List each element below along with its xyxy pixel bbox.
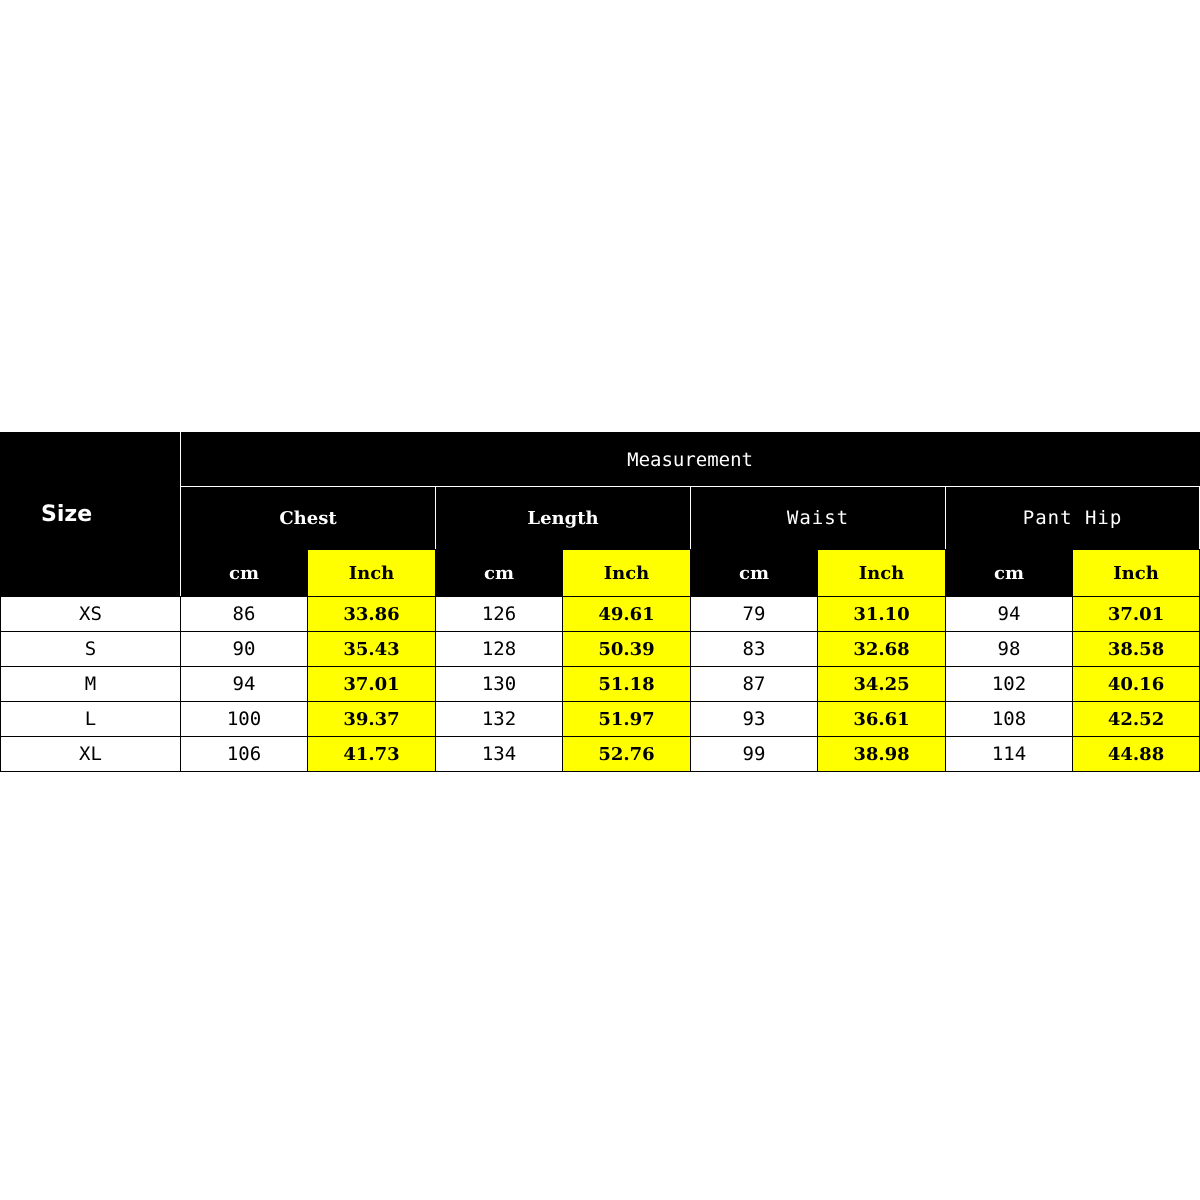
chest-cm-cell: 86 [181,597,308,632]
chest-cm-cell: 106 [181,737,308,772]
header-row-units [1,550,1200,597]
waist-cm-cell: 87 [691,667,818,702]
length-header: Length [436,487,691,550]
hip-cm-header: cm [946,550,1073,597]
size-header: Size [1,433,181,597]
size-cell: S [1,632,181,667]
measurement-header: Measurement [181,433,1200,487]
table-row [1,702,1200,737]
size-cell: L [1,702,181,737]
length-cm-cell: 132 [436,702,563,737]
waist-inch-cell: 34.25 [818,667,946,702]
chest-inch-cell: 35.43 [308,632,436,667]
chest-inch-cell: 33.86 [308,597,436,632]
length-inch-cell: 52.76 [563,737,691,772]
hip-cm-cell: 114 [946,737,1073,772]
chest-cm-cell: 90 [181,632,308,667]
length-cm-cell: 126 [436,597,563,632]
hip-cm-cell: 108 [946,702,1073,737]
waist-cm-header: cm [691,550,818,597]
chest-inch-cell: 41.73 [308,737,436,772]
waist-inch-cell: 32.68 [818,632,946,667]
size-cell: M [1,667,181,702]
chest-inch-header: Inch [308,550,436,597]
pant-hip-header: Pant Hip [946,487,1200,550]
hip-cm-cell: 102 [946,667,1073,702]
header-row-groups [1,487,1200,550]
header-row-measurement [1,433,1200,487]
size-cell: XL [1,737,181,772]
length-cm-header: cm [436,550,563,597]
waist-cm-cell: 83 [691,632,818,667]
waist-cm-cell: 99 [691,737,818,772]
chest-inch-cell: 39.37 [308,702,436,737]
waist-cm-cell: 93 [691,702,818,737]
length-cm-cell: 134 [436,737,563,772]
length-inch-cell: 51.18 [563,667,691,702]
waist-cm-cell: 79 [691,597,818,632]
hip-inch-cell: 38.58 [1073,632,1200,667]
hip-inch-cell: 40.16 [1073,667,1200,702]
chest-inch-cell: 37.01 [308,667,436,702]
hip-cm-cell: 94 [946,597,1073,632]
table-row [1,667,1200,702]
length-inch-cell: 51.97 [563,702,691,737]
table-row [1,632,1200,667]
waist-inch-cell: 38.98 [818,737,946,772]
hip-cm-cell: 98 [946,632,1073,667]
waist-inch-cell: 31.10 [818,597,946,632]
table-row [1,597,1200,632]
waist-inch-header: Inch [818,550,946,597]
hip-inch-cell: 42.52 [1073,702,1200,737]
chest-cm-cell: 94 [181,667,308,702]
size-cell: XS [1,597,181,632]
chest-cm-header: cm [181,550,308,597]
hip-inch-cell: 37.01 [1073,597,1200,632]
chest-header: Chest [181,487,436,550]
chest-cm-cell: 100 [181,702,308,737]
waist-header: Waist [691,487,946,550]
table-row [1,737,1200,772]
length-cm-cell: 130 [436,667,563,702]
hip-inch-cell: 44.88 [1073,737,1200,772]
length-inch-cell: 50.39 [563,632,691,667]
size-chart-table [0,432,1200,772]
length-cm-cell: 128 [436,632,563,667]
length-inch-cell: 49.61 [563,597,691,632]
waist-inch-cell: 36.61 [818,702,946,737]
hip-inch-header: Inch [1073,550,1200,597]
length-inch-header: Inch [563,550,691,597]
